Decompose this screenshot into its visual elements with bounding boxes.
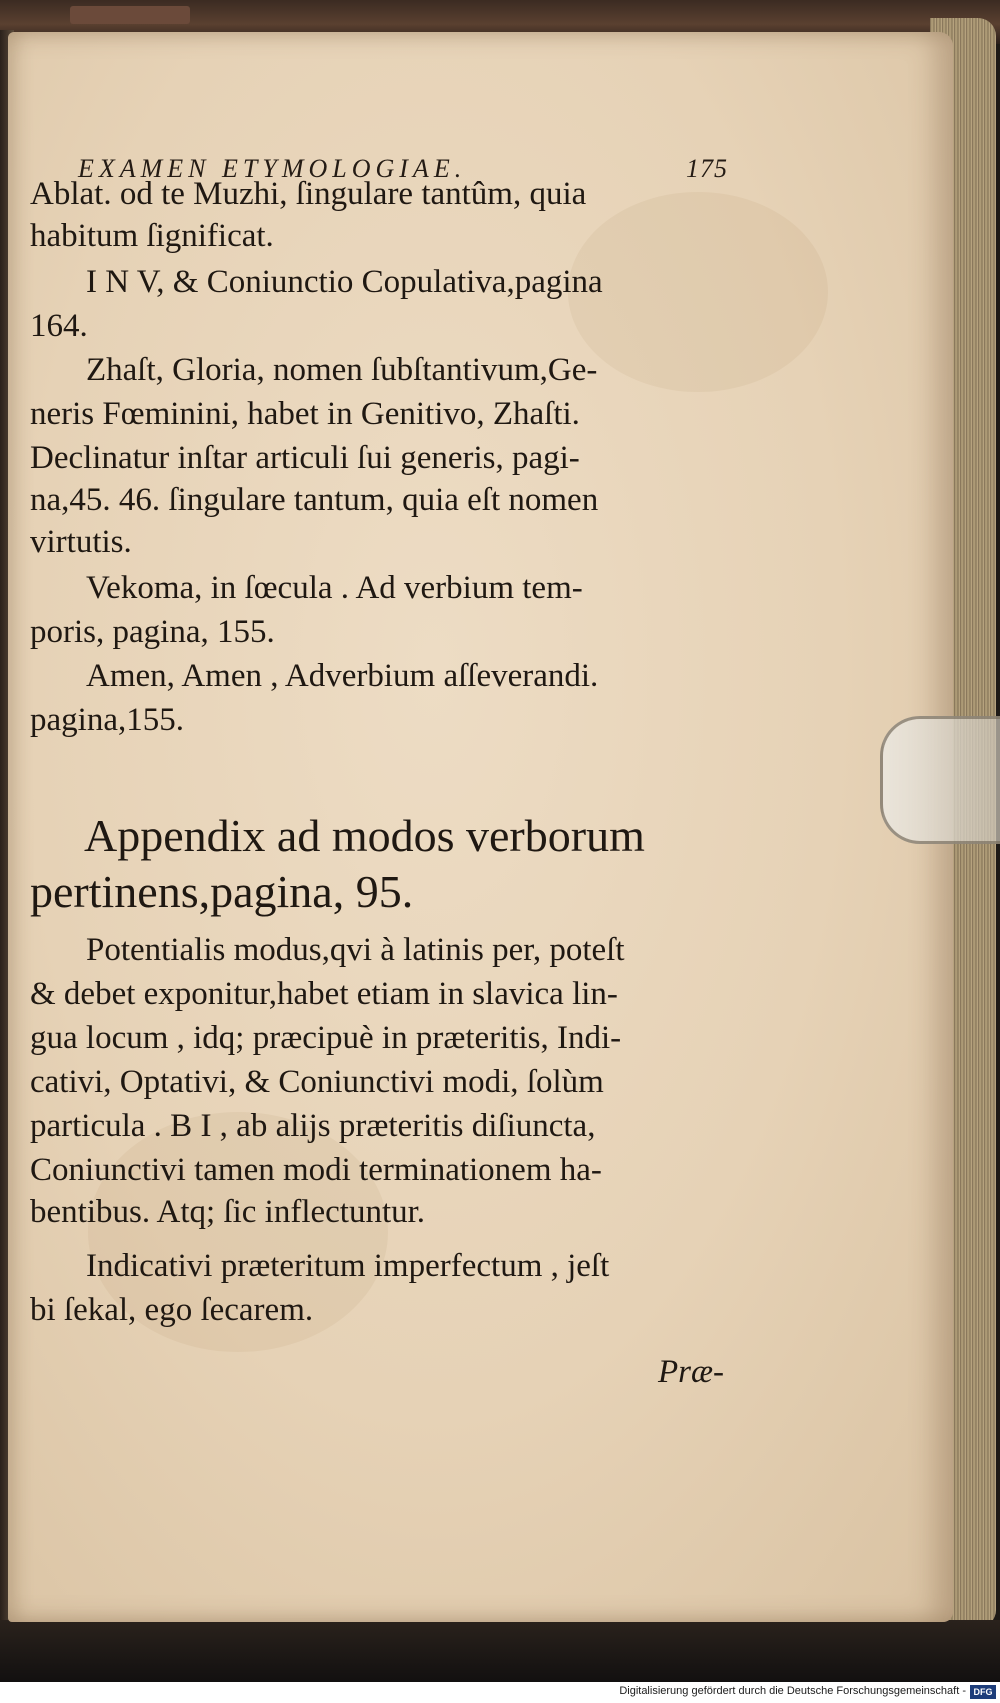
text-line: virtutis. bbox=[30, 524, 132, 560]
text-line: Ablat. od te Muzhi, ſingulare tantûm, quia bbox=[30, 176, 587, 212]
appendix-heading: pertinens,pagina, 95. bbox=[30, 866, 414, 917]
credit-text: Digitalisierung gefördert durch die Deutsche Forschungsgemeinschaft - bbox=[619, 1685, 966, 1697]
text-line: Amen, Amen , Adverbium aſſeverandi. bbox=[86, 658, 599, 694]
text-line: Potentialis modus,qvi à latinis per, poteſt bbox=[86, 932, 625, 968]
catchword: Præ- bbox=[658, 1354, 724, 1390]
text-line: bi ſekal, ego ſecarem. bbox=[30, 1292, 314, 1328]
book-bottom-edge bbox=[0, 1620, 1000, 1682]
text-line: Zhaſt, Gloria, nomen ſubſtantivum,Ge- bbox=[86, 352, 598, 388]
text-line: Declinatur inſtar articuli ſui generis, pagi- bbox=[30, 440, 580, 476]
text-line: 164. bbox=[30, 308, 88, 344]
text-line: pagina,155. bbox=[30, 702, 184, 738]
text-line: habitum ſignificat. bbox=[30, 218, 274, 254]
text-line: particula . B I , ab alijs præteritis diſiuncta, bbox=[30, 1108, 596, 1144]
text-line: gua locum , idq; præcipuè in præteritis, Indi- bbox=[30, 1020, 622, 1056]
text-line: Vekoma, in ſœcula . Ad verbium tem- bbox=[86, 570, 583, 606]
headband bbox=[70, 6, 190, 24]
text-line: poris, pagina, 155. bbox=[30, 614, 275, 650]
text-line: bentibus. Atq; ſic inflectuntur. bbox=[30, 1194, 426, 1230]
page-number: 175 bbox=[686, 154, 728, 183]
digitization-credit-bar bbox=[0, 1682, 1000, 1703]
page-clip bbox=[880, 716, 1000, 844]
running-head-title: EXAMEN ETYMOLOGIAE. bbox=[78, 154, 467, 183]
text-line: Indicativi præteritum imperfectum , jeſt bbox=[86, 1248, 610, 1284]
text-line: & debet exponitur,habet etiam in slavica lin- bbox=[30, 976, 618, 1012]
appendix-heading: Appendix ad modos verborum bbox=[84, 810, 645, 861]
paper-stain bbox=[568, 192, 828, 392]
text-line: na,45. 46. ſingulare tantum, quia eſt nomen bbox=[30, 482, 599, 518]
dfg-logo: DFG bbox=[970, 1685, 996, 1699]
text-line: cativi, Optativi, & Coniunctivi modi, ſolùm bbox=[30, 1064, 604, 1100]
text-line: I N V, & Coniunctio Copulativa,pagina bbox=[86, 264, 603, 300]
text-line: neris Fœminini, habet in Genitivo, Zhaſti. bbox=[30, 396, 580, 432]
text-line: Coniunctivi tamen modi terminationem ha- bbox=[30, 1152, 602, 1188]
book-page bbox=[8, 32, 953, 1622]
